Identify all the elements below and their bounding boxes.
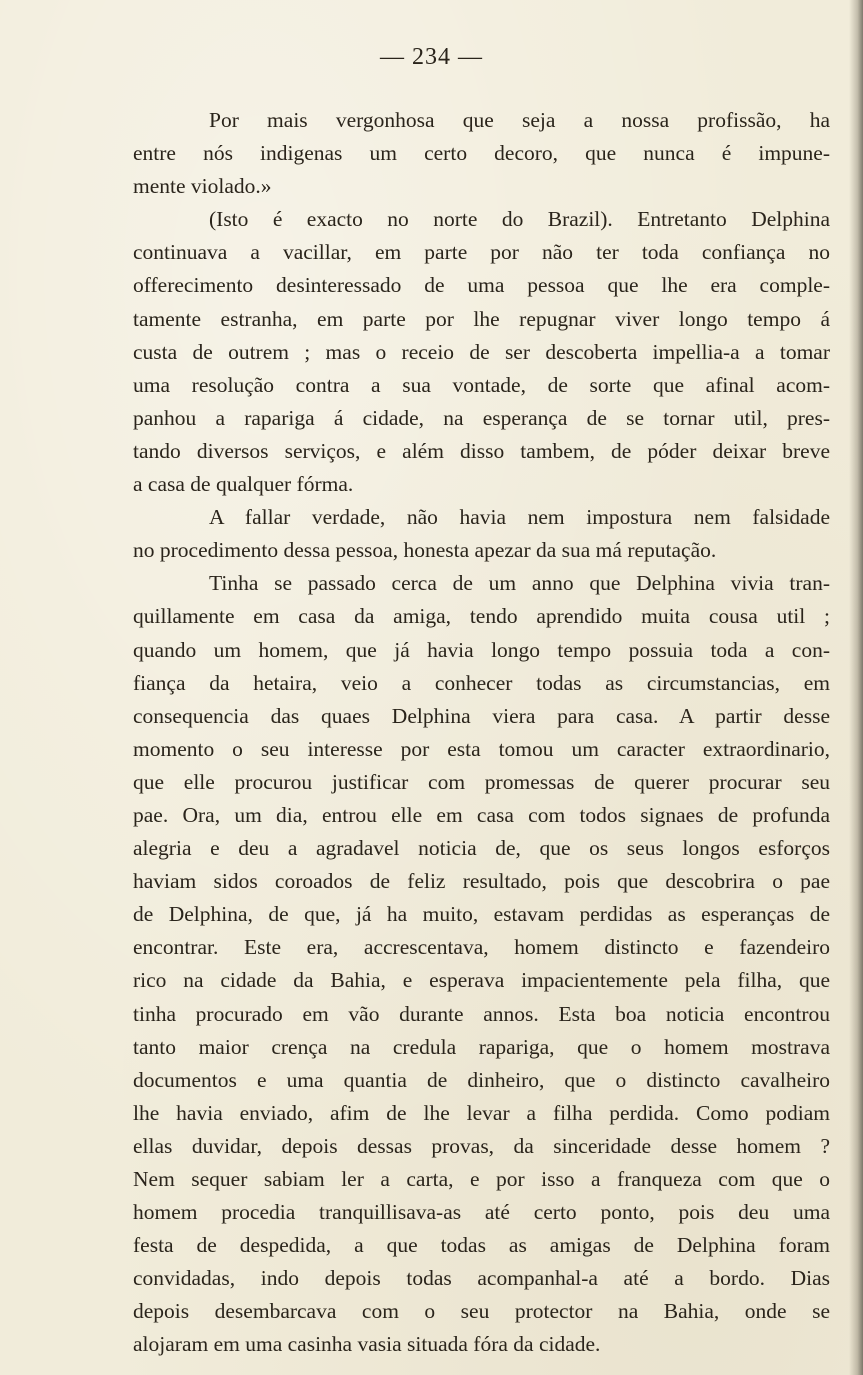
text-line: quando um homem, que já havia longo tempo possuia toda a con-: [133, 637, 830, 662]
text-line: homem procedia tranquillisava-as até certo ponto, pois deu uma: [133, 1200, 830, 1225]
text-line: quillamente em casa da amiga, tendo aprendido muita cousa util ;: [133, 604, 830, 629]
text-line: rico na cidade da Bahia, e esperava impacientemente pela filha, que: [133, 968, 830, 993]
text-line: mente violado.»: [133, 174, 272, 199]
text-line: consequencia das quaes Delphina viera para casa. A partir desse: [133, 703, 830, 728]
text-line: momento o seu interesse por esta tomou um caracter extraordinario,: [133, 736, 830, 761]
text-line: Por mais vergonhosa que seja a nossa profissão, ha: [209, 108, 830, 132]
text-line: no procedimento dessa pessoa, honesta apezar da sua má reputação.: [133, 538, 717, 563]
text-line: custa de outrem ; mas o receio de ser descoberta impellia-a a tomar: [133, 339, 830, 364]
text-line: a casa de qualquer fórma.: [133, 472, 354, 497]
text-line: panhou a rapariga á cidade, na esperança de se tornar util, pres-: [133, 405, 830, 430]
text-line: Tinha se passado cerca de um anno que Delphina vivia tran-: [209, 571, 830, 596]
text-line: tando diversos serviços, e além disso tambem, de póder deixar breve: [133, 438, 830, 463]
text-line: fiança da hetaira, veio a conhecer todas as circumstancias, em: [133, 670, 830, 695]
text-line: entre nós indigenas um certo decoro, que nunca é impune-: [133, 141, 830, 166]
text-line: continuava a vacillar, em parte por não ter toda confiança no: [133, 240, 830, 265]
text-line: depois desembarcava com o seu protector na Bahia, onde se: [133, 1299, 830, 1324]
text-line: Nem sequer sabiam ler a carta, e por isso a franqueza com que o: [133, 1167, 830, 1191]
text-line: tinha procurado em vão durante annos. Esta boa noticia encontrou: [133, 1001, 830, 1026]
body-text: [133, 104, 830, 1362]
page-edge-shadow: [849, 0, 863, 1375]
text-line: offerecimento desinteressado de uma pessoa que lhe era comple-: [133, 273, 830, 298]
text-line: de Delphina, de que, já ha muito, estavam perdidas as esperanças de: [133, 902, 830, 927]
text-line: uma resolução contra a sua vontade, de sorte que afinal acom-: [133, 372, 830, 397]
text-line: haviam sidos coroados de feliz resultado, pois que descobrira o pae: [133, 869, 830, 894]
text-line: alegria e deu a agradavel noticia de, que os seus longos esforços: [133, 836, 830, 861]
text-line: documentos e uma quantia de dinheiro, que o distincto cavalheiro: [133, 1067, 830, 1092]
text-line: tanto maior crença na credula rapariga, que o homem mostrava: [133, 1034, 830, 1059]
text-line: encontrar. Este era, accrescentava, homem distincto e fazendeiro: [133, 935, 830, 960]
text-line: ellas duvidar, depois dessas provas, da sinceridade desse homem ?: [133, 1133, 830, 1158]
text-line: convidadas, indo depois todas acompanhal-a até a bordo. Dias: [133, 1266, 830, 1291]
text-line: A fallar verdade, não havia nem impostura nem falsidade: [209, 505, 830, 530]
page-number: — 234 —: [380, 44, 483, 70]
text-line: lhe havia enviado, afim de lhe levar a filha perdida. Como podiam: [133, 1100, 830, 1125]
text-line: que elle procurou justificar com promessas de querer procurar seu: [133, 769, 830, 794]
text-line: festa de despedida, a que todas as amigas de Delphina foram: [133, 1233, 830, 1258]
text-line: alojaram em uma casinha vasia situada fóra da cidade.: [133, 1332, 601, 1357]
text-line: pae. Ora, um dia, entrou elle em casa com todos signaes de profunda: [133, 802, 830, 827]
text-line: tamente estranha, em parte por lhe repugnar viver longo tempo á: [133, 306, 830, 331]
text-line: (Isto é exacto no norte do Brazil). Entretanto Delphina: [209, 207, 830, 232]
